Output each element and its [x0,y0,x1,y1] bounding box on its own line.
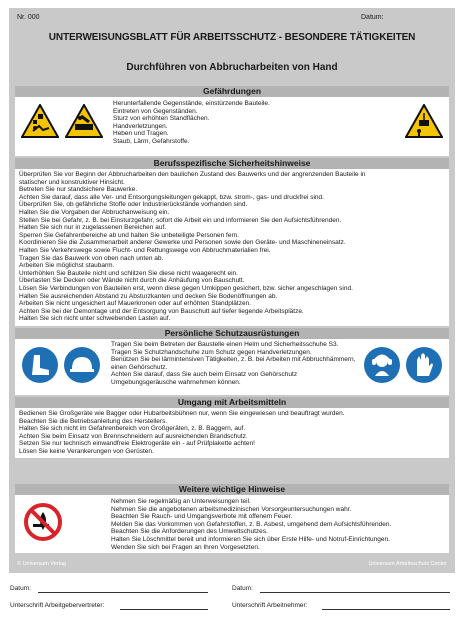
signature-employee-line[interactable] [322,609,450,610]
section-title-sicherheitshinweise: Berufsspezifische Sicherheitshinweise [15,158,449,169]
document-number: Nr. 000 [17,14,40,21]
signature-date-right-label: Datum: [232,585,253,592]
section-psa [15,339,449,395]
list-item: Halten Sie sich nicht unter schwebenden Lasten auf. [19,315,171,323]
list-item: Halten Sie ausreichenden Abstand zu Absturzkanten und decken Sie Bodenöffnungen ab. [19,292,278,300]
list-item: Melden Sie das Vorkommen von Gefahrstoffen, z. B. Asbest, umgehend dem Aufsichtsführenden. [111,520,392,528]
weitere-hinweise-list [111,498,391,551]
section-title-weitere-hinweise: Weitere wichtige Hinweise [15,484,449,495]
list-item: Halten Sie Löschmittel bereit und informieren Sie sich über Erste Hilfe- und Notruf-Einrichtungen. [111,535,390,543]
footer-publisher: © Universum Verlag [17,561,66,567]
signature-employer-label: Unterschrift Arbeitgebervertreter: [10,602,105,609]
list-item: Achten Sie bei der Demontage und der Entsorgung von Bauschutt auf tiefer liegende Arbeitsplätze. [19,307,304,315]
gefaehrdungen-list [113,100,270,146]
list-item: einen Gehörschutz. [111,363,168,371]
list-item: Tragen Sie Schutzhandschuhe zum Schutz gegen Handverletzungen. [111,348,312,356]
list-item: Koordinieren Sie die Zusammenarbeit anderer Gewerke und Personen sowie den Geräte- und Maschineneinsatz. [19,239,346,247]
list-item: Stellen Sie bei Gefahr, z. B. bei Einsturzgefahr, sofort die Arbeit ein und informieren Sie den Aufsichtsführenden. [19,216,342,224]
list-item: Beachten Sie Rauch- und Umgangsverbote mit offenem Feuer. [111,513,293,521]
list-item: Achten Sie darauf, dass alle Ver- und Entsorgungsleitungen gekappt, bzw. strom-, gas- und druckfrei sind. [19,193,324,201]
list-item: Benützen Sie bei lärmintensiven Tätigkeiten, z. B. bei Arbeiten mit Abbruchhämmern, [111,356,356,364]
list-item: Staub, Lärm, Gefahrstoffe. [113,137,190,145]
list-item: Handverletzungen. [113,122,168,130]
list-item: Halten Sie die Vorgaben der Abbruchanweisung ein. [19,208,170,216]
signature-employee-label: Unterschrift Arbeitnehmer: [232,602,308,609]
section-sicherheitshinweise [15,169,449,326]
crush-hazard-warning-icon [65,104,103,138]
list-item: Umgebungsgeräusche wahrnehmen können. [111,378,241,386]
list-item: Achten Sie darauf, dass Sie auch beim Einsatz von Gehörschutz [111,371,298,379]
list-item: Überprüfen Sie vor Beginn der Abbrucharbeiten den baulichen Zustand des Bauwerks und der angrenzenden Bauteile in [19,171,366,178]
section-arbeitsmittel [15,408,449,458]
no-smoking-no-fire-icon [23,502,63,542]
list-item: Sperren Sie Gefahrenbereiche ab und halten Sie unbeteiligte Personen fern. [19,231,240,239]
list-item: Tragen Sie das Bauwerk von oben nach unten ab. [19,254,164,262]
signature-date-right-line[interactable] [260,592,450,593]
signature-date-left-label: Datum: [10,585,31,592]
list-item: Beachten Sie die Betriebsanleitung des Herstellers. [19,417,168,425]
list-item: Halten Sie sich nur in zugelassenen Bereichen auf. [19,224,167,232]
hard-hat-icon [63,346,101,384]
sicherheitshinweise-list [19,171,366,323]
list-item: Tragen Sie beim Betreten der Baustelle einen Helm und Sicherheitsschuhe S3. [111,341,339,348]
psa-list [111,341,355,387]
signature-date-left-line[interactable] [38,592,208,593]
gloves-icon [405,346,443,384]
list-item: Setzen Sie nur technisch einwandfreie Elektrogeräte ein - auf Prüfplakette achten! [19,440,255,448]
list-item: Achten Sie beim Einsatz von Brennschneidern auf ausreichenden Brandschutz. [19,432,248,440]
list-item: Beachten Sie die Anforderungen des Umweltschutzes. [111,528,268,536]
list-item: Nehmen Sie die angebotenen arbeitsmedizinischen Vorsorgeuntersuchungen wahr. [111,505,352,513]
suspended-load-warning-icon [405,104,443,138]
list-item: statischer und konstruktiver Hinsicht. [19,178,125,186]
list-item: Heben und Tragen. [113,130,169,138]
list-item: Wenden Sie sich bei Fragen an Ihren Vorgesetzten. [111,543,260,551]
list-item: Halten Sie sich nicht im Gefahrenbereich von Großgeräten, z. B. Baggern, auf. [19,425,246,433]
arbeitsmittel-list [19,410,345,456]
header-date-label: Datum: [361,14,384,21]
falling-objects-warning-icon [21,104,59,138]
safety-boots-icon [21,346,59,384]
list-item: Arbeiten Sie möglichst staubarm. [19,262,115,270]
list-item: Bedienen Sie Großgeräte wie Bagger oder Hubarbeitsbühnen nur, wenn Sie eingewiesen und beauftragt wurden. [19,410,345,417]
list-item: Betreten Sie nur standsichere Bauwerke. [19,186,138,194]
document-title: UNTERWEISUNGSBLATT FÜR ARBEITSSCHUTZ - BESONDERE TÄTIGKEITEN [48,32,416,43]
section-weitere-hinweise [15,495,449,553]
section-gefaehrdungen [15,97,449,156]
section-title-psa: Persönliche Schutzausrüstungen [15,328,449,339]
list-item: Nehmen Sie regelmäßig an Unterweisungen teil. [111,498,251,505]
ear-protection-icon [363,346,401,384]
list-item: Halten Sie Verkehrswege sowie Flucht- und Rettungswege von Abbruchmaterialien frei. [19,246,271,254]
document-sheet [9,8,455,573]
list-item: Unterhöhlen Sie Bauteile nicht und schlitzen Sie diese nicht waagerecht ein. [19,269,238,277]
list-item: Überprüfen Sie, ob gefährliche Stoffe oder Industrierückstände vorhanden sind. [19,201,248,209]
list-item: Lösen Sie Verbindungen von Bauteilen erst, wenn diese gegen Umkippen gesichert, bzw. sicher angeschlagen sind. [19,284,353,292]
section-title-arbeitsmittel: Umgang mit Arbeitsmitteln [15,397,449,408]
list-item: Eintreten von Gegenständen. [113,107,198,115]
list-item: Sturz von erhöhten Standflächen. [113,115,210,123]
list-item: Überlasten Sie Decken oder Wände nicht durch die Anhäufung von Bauschutt. [19,277,245,285]
signature-employer-line[interactable] [120,609,208,610]
list-item: Arbeiten Sie nicht ungesichert auf Mauerkronen oder auf erhöhten Standplätzen. [19,300,251,308]
section-title-gefaehrdungen: Gefährdungen [15,86,449,97]
list-item: Lösen Sie keine Verankerungen von Gerüsten. [19,447,154,455]
footer-center-name: Universum Arbeitsschutz Center [368,561,447,567]
list-item: Herunterfallende Gegenstände, einstürzende Bauteile. [113,100,270,107]
document-subtitle: Durchführen von Abbrucharbeiten von Hand [126,62,338,73]
